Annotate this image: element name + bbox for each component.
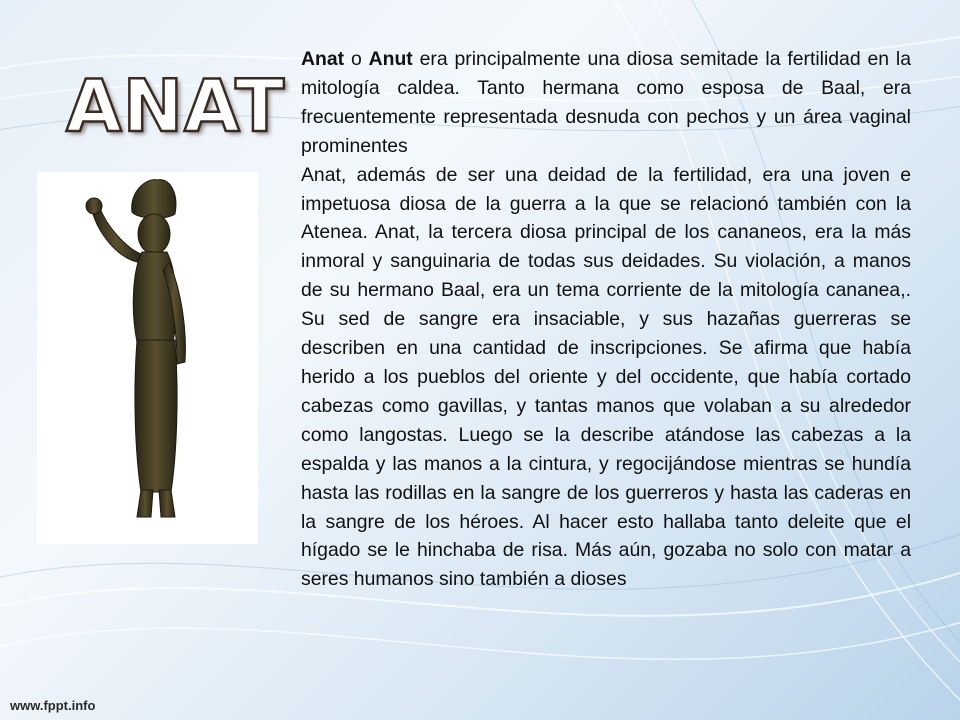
name-anut: Anut	[368, 48, 413, 70]
anat-statue-image	[37, 172, 258, 544]
conjunction-text: o	[344, 48, 369, 70]
footer-url: www.fppt.info	[10, 698, 96, 713]
slide-title: ANAT	[66, 64, 286, 148]
description-text	[301, 45, 911, 594]
bronze-figurine-illustration	[37, 172, 258, 544]
paragraph-main: Anat, además de ser una deidad de la fertilidad, era una joven e impetuosa diosa de la guerra a la que se relacionó también con la Atenea. Anat, la tercera diosa principal de los cananeos, era la más inmoral y sanguinaria de todas sus deidades. Su violación, a manos de su hermano Baal, era un tema corriente de la mitología cananea,. Su sed de sangre era insaciable, y sus hazañas guerreras se describen en una cantidad de inscripciones. Se afirma que había herido a los pueblos del oriente y del occidente, que había cortado cabezas como gavillas, y tantas manos que volaban a su alrededor como langostas. Luego se la describe atándose las cabezas a la espalda y las manos a la cintura, y regocijándose mientras se hundía hasta las rodillas en la sangre de los guerreros y hasta las caderas en la sangre de los héroes. Al hacer esto hallaba tanto deleite que el hígado se le hinchaba de risa. Más aún, gozaba no solo con matar a seres humanos sino también a dioses	[301, 163, 911, 591]
name-anat: Anat	[301, 48, 345, 70]
paragraph-intro	[301, 45, 911, 161]
paragraph-intro-rest: era principalmente una diosa semitade la fertilidad en la mitología caldea. Tanto hermana como esposa de Baal, era frecuentemente representada desnuda con pechos y un área vaginal prominentes	[301, 48, 911, 157]
